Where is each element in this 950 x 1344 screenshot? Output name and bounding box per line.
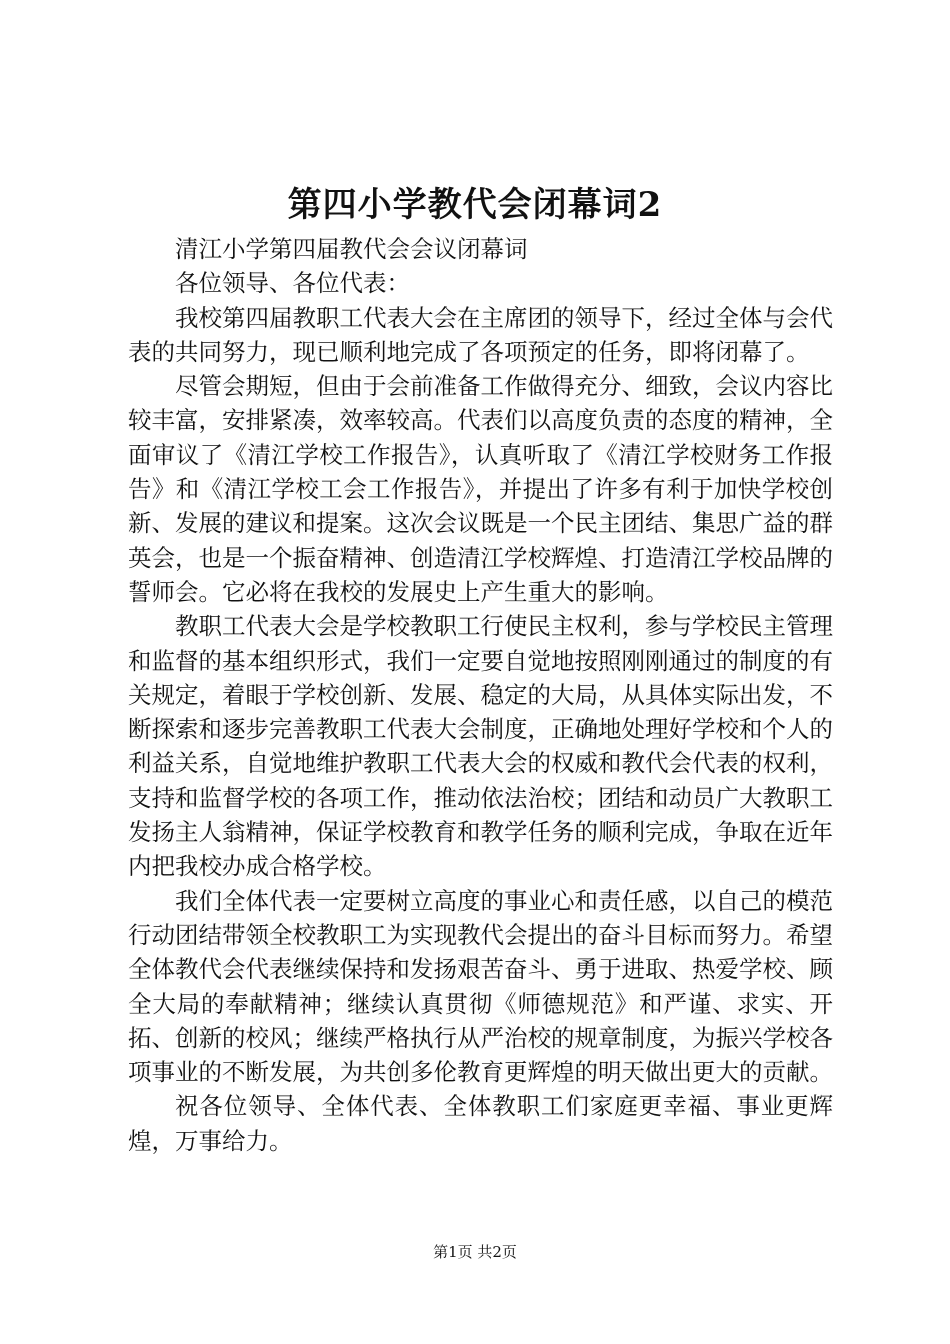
subtitle-paragraph: 清江小学第四届教代会会议闭幕词 bbox=[175, 235, 528, 263]
body-paragraph: 我校第四届教职工代表大会在主席团的领导下，经过全体与会代表的共同努力，现已顺利地完成了各项预定的任务，即将闭幕了。 bbox=[128, 303, 833, 366]
body-paragraph: 教职工代表大会是学校教职工行使民主权利，参与学校民主管理和监督的基本组织形式，我们一定要自觉地按照刚刚通过的制度的有关规定，着眼于学校创新、发展、稳定的大局，从具体实际出发，不断探索和逐步完善教职工代表大会制度，正确地处理好学校和个人的利益关系，自觉地维护教职工代表大会的权威和教代会代表的权利，支持和监督学校的各项工作，推动依法治校；团结和动员广大教职工发扬主人翁精神，保证学校教育和教学任务的顺利完成，争取在近年内把我校办成合格学校。 bbox=[128, 612, 833, 881]
document-title: 第四小学教代会闭幕词2 bbox=[287, 185, 663, 225]
body-paragraph: 尽管会期短，但由于会前准备工作做得充分、细致，会议内容比较丰富，安排紧凑，效率较高。代表们以高度负责的态度的精神，全面审议了《清江学校工作报告》，认真听取了《清江学校财务工作报告》和《清江学校工会工作报告》，并提出了许多有利于加快学校创新、发展的建议和提案。这次会议既是一个民主团结、集思广益的群英会，也是一个振奋精神、创造清江学校辉煌、打造清江学校品牌的誓师会。它必将在我校的发展史上产生重大的影响。 bbox=[128, 372, 833, 606]
page-number-footer: 第1页 共2页 bbox=[433, 1243, 517, 1261]
body-paragraph: 我们全体代表一定要树立高度的事业心和责任感，以自己的模范行动团结带领全校教职工为实现教代会提出的奋斗目标而努力。希望全体教代会代表继续保持和发扬艰苦奋斗、勇于进取、热爱学校、顾全大局的奉献精神；继续认真贯彻《师德规范》和严谨、求实、开拓、创新的校风；继续严格执行从严治校的规章制度，为振兴学校各项事业的不断发展，为共创多伦教育更辉煌的明天做出更大的贡献。 bbox=[128, 886, 833, 1087]
document-body bbox=[128, 232, 833, 1158]
salutation-paragraph: 各位领导、各位代表： bbox=[175, 269, 410, 298]
closing-paragraph: 祝各位领导、全体代表、全体教职工们家庭更幸福、事业更辉煌，万事给力。 bbox=[128, 1092, 833, 1155]
